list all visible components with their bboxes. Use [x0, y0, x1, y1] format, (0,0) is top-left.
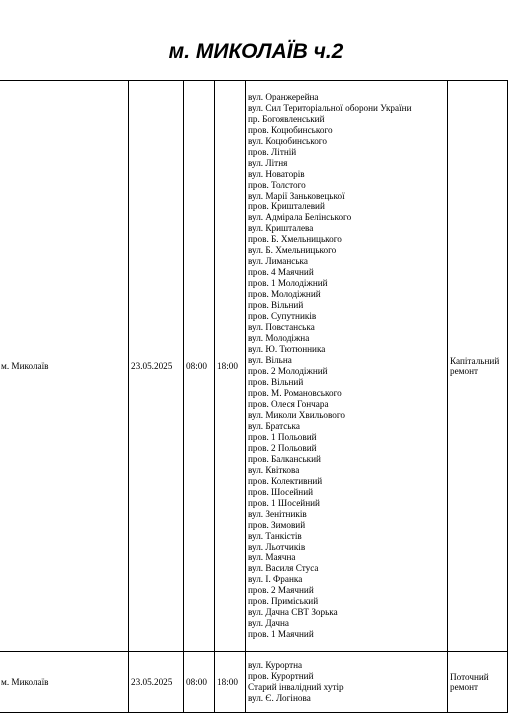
street-item: вул. Лиманська	[248, 256, 308, 267]
street-item: вул. Сил Територіальної оборони України	[248, 102, 412, 113]
street-item: пров. Б. Хмельницького	[248, 234, 342, 245]
work-type-cell: Поточний ремонт	[448, 652, 508, 713]
schedule-table	[0, 80, 508, 713]
work-type-cell: Капітальний ремонт	[448, 81, 508, 652]
street-item: пров. 2 Польовий	[248, 442, 317, 453]
street-item: вул. І. Франка	[248, 574, 303, 585]
start-time-cell: 08:00	[184, 652, 215, 713]
streets-cell	[246, 81, 448, 652]
street-item: вул. Братська	[248, 420, 300, 431]
street-item: пров. 1 Маячний	[248, 629, 314, 640]
street-item: вул. Повстанська	[248, 322, 315, 333]
street-item: вул. Адмірала Белінського	[248, 212, 352, 223]
street-item: Старий інвалідний хутір	[248, 682, 344, 692]
date-cell: 23.05.2025	[129, 81, 184, 652]
street-item: вул. Молодіжна	[248, 333, 310, 344]
street-item: пров. Шосейний	[248, 486, 314, 497]
street-item: пров. Вільний	[248, 376, 304, 387]
street-item: пр. Богоявленський	[248, 113, 325, 124]
streets-cell	[246, 652, 448, 713]
city-cell: м. Миколаїв	[0, 652, 129, 713]
city-cell: м. Миколаїв	[0, 81, 129, 652]
page-title: м. МИКОЛАЇВ ч.2	[168, 40, 344, 63]
street-item: вул. Вільна	[248, 355, 292, 366]
street-item: пров. 4 Маячний	[248, 267, 314, 278]
street-item: пров. Колективний	[248, 475, 323, 486]
street-item: вул. Льотчиків	[248, 541, 306, 552]
street-item: вул. Новаторів	[248, 168, 305, 179]
street-item: пров. Вільний	[248, 300, 304, 311]
street-item: вул. Квіткова	[248, 464, 300, 475]
street-item: вул. Є. Логінова	[248, 692, 311, 703]
street-item: пров. Приміський	[248, 596, 319, 607]
street-item: вул. Коцюбинського	[248, 135, 327, 146]
date-cell: 23.05.2025	[129, 652, 184, 713]
street-item: вул. Курортна	[248, 660, 303, 671]
street-item: пров. Літній	[248, 146, 297, 157]
street-item: пров. Кришталевий	[248, 201, 325, 212]
street-item: пров. Коцюбинського	[248, 124, 333, 135]
street-item: вул. Миколи Хвильового	[248, 409, 346, 420]
street-item: вул. Б. Хмельницького	[248, 245, 337, 256]
end-time-cell: 18:00	[215, 652, 246, 713]
end-time-cell: 18:00	[215, 81, 246, 652]
street-item: вул. Дачна	[248, 618, 289, 629]
street-item: вул. Зенітників	[248, 508, 307, 519]
table-row	[0, 652, 508, 713]
street-item: пров. Олеся Гончара	[248, 398, 329, 409]
street-item: вул. Літня	[248, 157, 288, 168]
street-item: вул. Маячна	[248, 552, 296, 563]
street-item: пров. Курортний	[248, 671, 314, 682]
street-item: пров. 2 Маячний	[248, 585, 314, 596]
street-item: пров. 1 Молодіжний	[248, 278, 328, 289]
street-item: пров. Зимовий	[248, 519, 306, 530]
street-item: вул. Ю. Тютюнника	[248, 344, 326, 355]
street-item: пров. 1 Польовий	[248, 431, 317, 442]
street-item: пров. Молодіжний	[248, 289, 321, 300]
street-item: пров. 1 Шосейний	[248, 497, 320, 508]
street-item: вул. Танкістів	[248, 530, 302, 541]
street-item: вул. Оранжерейна	[248, 91, 319, 102]
street-item: вул. Кришталева	[248, 223, 314, 234]
street-item: пров. Толстого	[248, 179, 306, 190]
street-item: вул. Дачна СВТ Зорька	[248, 607, 338, 618]
table-row	[0, 81, 508, 652]
street-item: пров. Балканський	[248, 453, 321, 464]
street-item: пров. 2 Молодіжний	[248, 366, 328, 376]
street-item: вул. Марії Заньковецької	[248, 190, 345, 201]
schedule-table-body	[0, 81, 508, 713]
street-item: вул. Василя Стуса	[248, 563, 319, 574]
street-item: пров. М. Романовського	[248, 387, 342, 398]
start-time-cell: 08:00	[184, 81, 215, 652]
street-item: пров. Супутників	[248, 311, 317, 322]
